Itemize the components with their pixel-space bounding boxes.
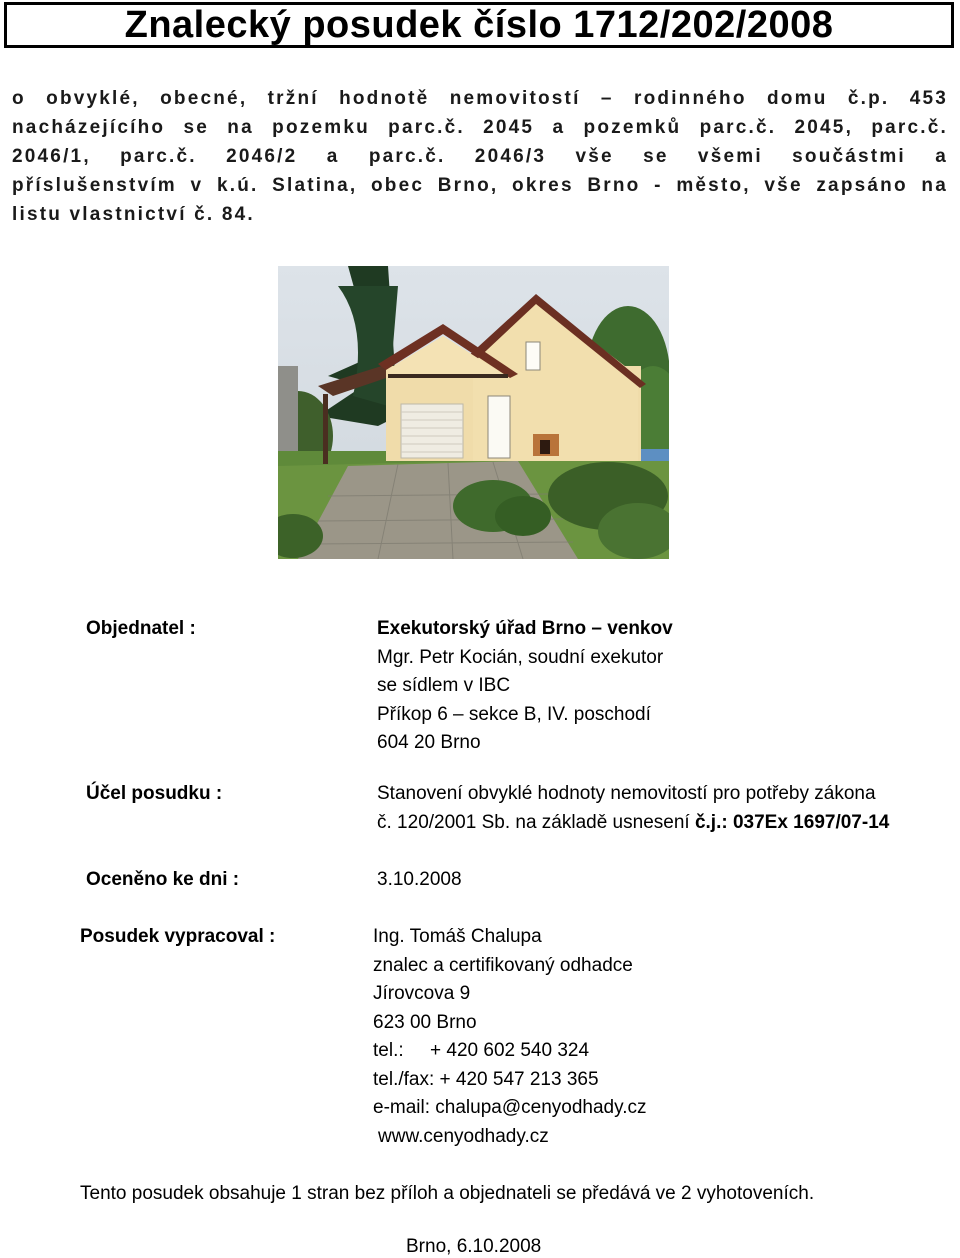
client-name: Exekutorský úřad Brno – venkov bbox=[377, 618, 673, 639]
valuation-date: 3.10.2008 bbox=[377, 869, 462, 890]
house-photo bbox=[278, 266, 669, 559]
title-box bbox=[4, 2, 954, 48]
author-line: 623 00 Brno bbox=[373, 1012, 477, 1033]
author-phone: tel.: + 420 602 540 324 bbox=[373, 1040, 590, 1061]
author-fax: tel./fax: + 420 547 213 365 bbox=[373, 1069, 599, 1090]
intro-line: příslušenstvím v k.ú. Slatina, obec Brno, okres Brno - město, vše zapsáno na bbox=[12, 175, 948, 196]
client-line: Příkop 6 – sekce B, IV. poschodí bbox=[377, 704, 651, 725]
intro-line: o obvyklé, obecné, tržní hodnotě nemovitostí – rodinného domu č.p. 453 bbox=[12, 88, 948, 109]
purpose-label: Účel posudku : bbox=[86, 783, 223, 804]
client-line: Mgr. Petr Kocián, soudní exekutor bbox=[377, 647, 664, 668]
intro-line: nacházejícího se na pozemku parc.č. 2045 a pozemků parc.č. 2045, parc.č. bbox=[12, 117, 948, 138]
author-label: Posudek vypracoval : bbox=[80, 926, 276, 947]
document-note: Tento posudek obsahuje 1 stran bez příloh a objednateli se předává ve 2 vyhotoveních. bbox=[80, 1183, 815, 1204]
client-line: se sídlem v IBC bbox=[377, 675, 511, 696]
valuation-label: Oceněno ke dni : bbox=[86, 869, 240, 890]
intro-paragraph bbox=[12, 88, 948, 238]
intro-line: 2046/1, parc.č. 2046/2 a parc.č. 2046/3 vše se všemi součástmi a bbox=[12, 146, 948, 167]
author-website: www.cenyodhady.cz bbox=[378, 1126, 549, 1147]
purpose-line bbox=[377, 812, 889, 834]
purpose-line: Stanovení obvyklé hodnoty nemovitostí pro potřeby zákona bbox=[377, 783, 876, 804]
author-email: e-mail: chalupa@cenyodhady.cz bbox=[373, 1097, 647, 1118]
resolution-reference: č.j.: 037Ex 1697/07-14 bbox=[694, 812, 890, 833]
purpose-prefix: č. 120/2001 Sb. na základě usnesení bbox=[377, 812, 695, 833]
client-line: 604 20 Brno bbox=[377, 732, 481, 753]
client-label: Objednatel : bbox=[86, 618, 196, 639]
document-title: Znalecký posudek číslo 1712/202/2008 bbox=[124, 3, 834, 46]
author-line: Ing. Tomáš Chalupa bbox=[373, 926, 542, 947]
place-date: Brno, 6.10.2008 bbox=[406, 1236, 542, 1257]
author-line: znalec a certifikovaný odhadce bbox=[373, 955, 633, 976]
author-line: Jírovcova 9 bbox=[373, 983, 471, 1004]
intro-line: listu vlastnictví č. 84. bbox=[12, 204, 255, 225]
